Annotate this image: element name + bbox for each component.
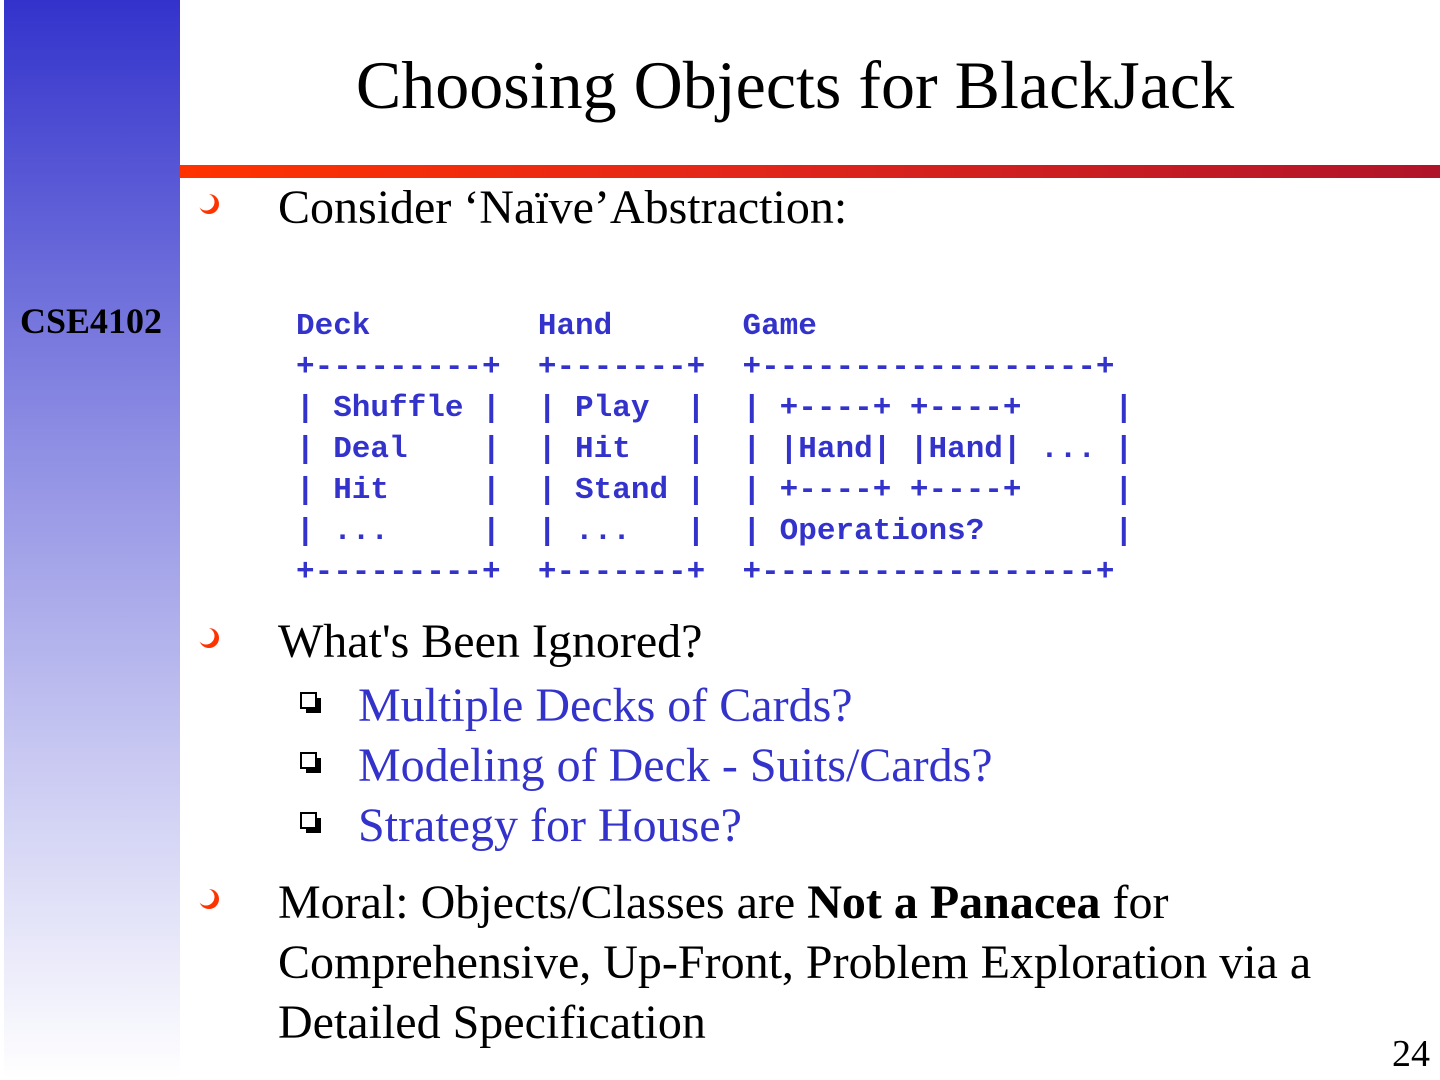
title-divider	[180, 165, 1440, 178]
circle-bullet-icon	[198, 625, 224, 651]
ignored-list	[298, 676, 1398, 856]
square-bullet-icon	[300, 812, 322, 834]
circle-bullet-icon	[198, 886, 224, 912]
moral-text-after: for Comprehensive, Up-Front, Problem Exploration via a Detailed Specification	[278, 876, 1312, 1049]
square-bullet-icon	[300, 692, 322, 714]
list-item-text: Modeling of Deck - Suits/Cards?	[358, 739, 993, 792]
slide-title: Choosing Objects for BlackJack	[355, 47, 1235, 123]
diagram-line: | Hit | | Stand | | +----+ +----+ |	[296, 473, 1134, 508]
list-item	[298, 796, 1398, 856]
list-item-text: Strategy for House?	[358, 799, 742, 852]
square-bullet-icon	[300, 752, 322, 774]
diagram-line: | ... | | ... | | Operations? |	[296, 514, 1134, 549]
list-item-text: Multiple Decks of Cards?	[358, 679, 853, 732]
diagram-line: Deck Hand Game	[296, 309, 817, 344]
bullet-text	[278, 873, 1398, 1053]
list-item	[298, 736, 1398, 796]
bullet-text: Consider ‘Naïve’Abstraction:	[278, 181, 848, 234]
bullet-text: What's Been Ignored?	[278, 615, 703, 668]
moral-text-before: Moral: Objects/Classes are	[278, 876, 808, 929]
diagram-line: +---------+ +-------+ +------------------+	[296, 350, 1115, 385]
bullet-ignored	[198, 612, 1398, 672]
sidebar-gradient	[4, 0, 180, 1080]
page-number: 24	[1392, 1033, 1430, 1075]
circle-bullet-icon	[198, 191, 224, 217]
list-item	[298, 676, 1398, 736]
moral-text-bold: Not a Panacea	[807, 876, 1101, 929]
diagram-line: | Shuffle | | Play | | +----+ +----+ |	[296, 391, 1134, 426]
bullet-consider	[198, 178, 1398, 238]
diagram-line: +---------+ +-------+ +------------------+	[296, 555, 1115, 590]
course-code: CSE4102	[20, 301, 163, 341]
diagram-line: | Deal | | Hit | | |Hand| |Hand| ... |	[296, 432, 1134, 467]
bullet-moral	[198, 873, 1398, 1053]
abstraction-diagram	[296, 306, 1133, 593]
